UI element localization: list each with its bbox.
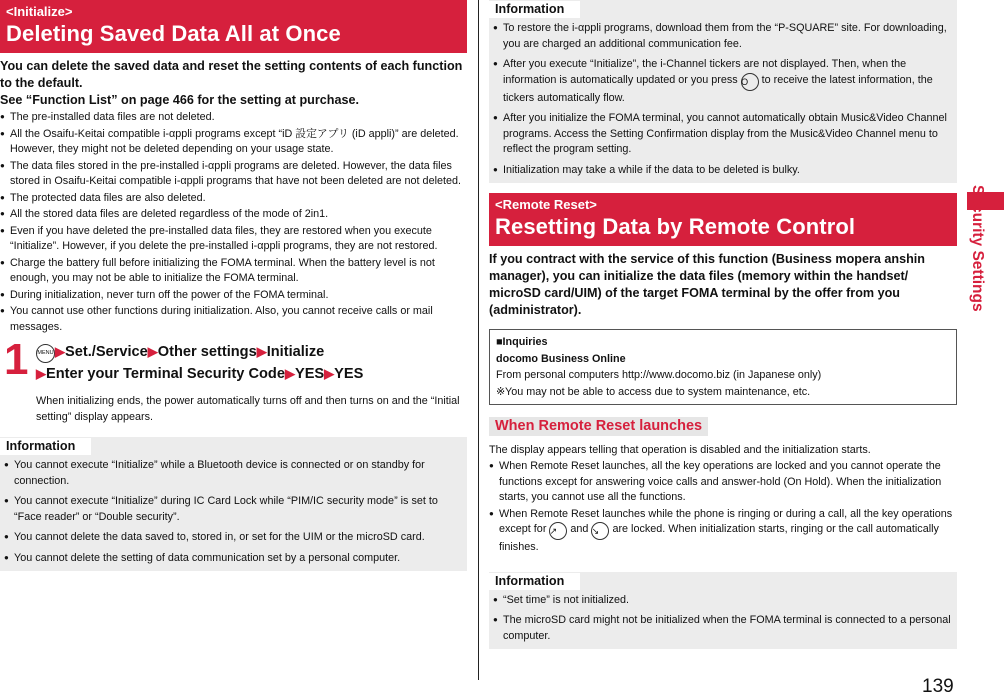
inquiries-name: docomo Business Online	[496, 352, 626, 365]
step-item-initialize: Initialize	[266, 344, 325, 360]
list-item: ● You cannot use other functions during initialization. Also, you cannot receive calls or mail messages.	[0, 303, 467, 335]
right-column	[489, 0, 957, 649]
initialize-tag: <Initialize>	[6, 4, 73, 19]
step-number: 1	[4, 335, 29, 384]
top-information-box	[489, 0, 957, 183]
initialize-intro-2: See “Function List” on page 466 for the setting at purchase.	[0, 93, 359, 107]
page-number: 139	[922, 676, 954, 697]
end-key-icon: ↘	[591, 522, 609, 540]
list-item: ● You cannot delete the setting of data communication set by a personal computer.	[4, 548, 467, 569]
menu-key-icon: MENU	[36, 344, 55, 363]
initialize-title: Deleting Saved Data All at Once	[6, 21, 341, 46]
initialize-title-box	[0, 0, 467, 53]
list-item: ● You cannot execute “Initialize” while a Bluetooth device is connected or on standby for connection.	[4, 455, 467, 491]
remote-reset-title: Resetting Data by Remote Control	[495, 214, 856, 239]
initialize-intro	[0, 58, 467, 109]
remote-reset-title-box	[489, 193, 957, 246]
step-1	[0, 335, 467, 425]
left-column	[0, 0, 467, 571]
arrow-right-icon: ▶	[256, 344, 267, 359]
information-label: Information	[489, 1, 580, 18]
list-item: ● During initialization, never turn off the power of the FOMA terminal.	[0, 287, 467, 304]
remote-reset-intro: If you contract with the service of this function (Business mopera anshin manager), you can initialize the data files (memory within the handset/ microSD card/UIM) of the target FOMA terminal by the offer from you (administrator).	[489, 252, 925, 317]
step-description: When initializing ends, the power automatically turns off and then turns on and the “Initial setting” display appears.	[36, 395, 460, 423]
list-item: ● To restore the i-αppli programs, download them from the “P-SQUARE” site. For downloading, you are charged an additional communication fee.	[493, 18, 957, 54]
list-item: ● When Remote Reset launches while the phone is ringing or during a call, all the key operations except for ↗ and ↘ are locked. When initialization starts, ringing or the call automatically finishes.	[489, 506, 957, 556]
step-path-line-2	[36, 363, 467, 385]
side-section-title: Security Settings	[969, 185, 986, 312]
inquiries-box	[489, 329, 957, 405]
list-item: ● The pre-installed data files are not deleted.	[0, 109, 467, 126]
list-item: ● Even if you have deleted the pre-installed data files, they are restored when you execute “Initialize”. However, if you delete the pre-installed i-αppli programs, they are not restored.	[0, 223, 467, 255]
list-item: ● After you initialize the FOMA terminal, you cannot automatically obtain Music&Video Channel programs. Access the Setting Confirmation display from the Music&Video Channel menu to reflect the program setting.	[493, 108, 957, 160]
list-item: ● You cannot execute “Initialize” during IC Card Lock while “PIM/IC security mode” is set to “Face reader” or “Double security”.	[4, 491, 467, 527]
step-path-line-1	[36, 341, 467, 363]
list-item: ● After you execute “Initialize”, the i-Channel tickers are not displayed. Then, when the information is automatically updated or you press O to receive the latest information, the tickers automatically flow.	[493, 54, 957, 108]
inquiries-line: From personal computers http://www.docomo.biz (in Japanese only)	[496, 369, 822, 381]
initialize-bullets	[0, 109, 467, 335]
arrow-right-icon: ▶	[284, 366, 295, 381]
remote-information-box	[489, 572, 957, 650]
step-item-set-service: Set./Service	[65, 344, 148, 360]
inquiries-heading: ■Inquiries	[496, 336, 548, 348]
list-item: ● Initialization may take a while if the data to be deleted is bulky.	[493, 160, 957, 181]
list-item: ● The data files stored in the pre-installed i-αppli programs are deleted. However, the data files stored in Osaifu-Keitai compatible i-αppli programs that have not been deleted are not deleted.	[0, 158, 467, 190]
list-item: ● When Remote Reset launches, all the key operations are locked and you cannot operate the functions except for answering voice calls and answer-hold (On Hold). When the initialization starts, you cannot use all the functions.	[489, 458, 957, 506]
call-key-icon: ↗	[549, 522, 567, 540]
remote-reset-tag: <Remote Reset>	[495, 197, 597, 212]
list-item: ● All the Osaifu-Keitai compatible i-αppli programs except “iD 設定アプリ (iD appli)” are deleted. However, they might not be deleted depending on your usage state.	[0, 126, 467, 158]
column-divider	[478, 0, 479, 680]
list-item: ● The protected data files are also deleted.	[0, 190, 467, 207]
list-item: ● Charge the battery full before initializing the FOMA terminal. When the battery level is not enough, you may not be able to initialize the FOMA terminal.	[0, 255, 467, 287]
list-item: ● All the stored data files are deleted regardless of the mode of 2in1.	[0, 206, 467, 223]
step-item-yes: YES	[294, 366, 325, 382]
step-item-security-code: Enter your Terminal Security Code	[46, 366, 285, 382]
list-item: ● “Set time” is not initialized.	[493, 590, 957, 611]
remote-launch-text: The display appears telling that operation is disabled and the initialization starts.	[489, 444, 871, 456]
center-key-icon: O	[741, 73, 759, 91]
step-item-other-settings: Other settings	[157, 344, 257, 360]
arrow-right-icon: ▶	[36, 366, 46, 381]
step-item-yes-2: YES	[334, 366, 364, 382]
initialize-intro-1: You can delete the saved data and reset the setting contents of each function to the default.	[0, 59, 463, 90]
list-item: ● The microSD card might not be initialized when the FOMA terminal is connected to a personal computer.	[493, 610, 957, 646]
information-label: Information	[489, 573, 580, 590]
remote-launch-heading: When Remote Reset launches	[489, 417, 708, 436]
arrow-right-icon: ▶	[55, 344, 65, 359]
initialize-information-box	[0, 437, 467, 571]
information-label: Information	[0, 438, 91, 455]
arrow-right-icon: ▶	[147, 344, 158, 359]
list-item: ● You cannot delete the data saved to, stored in, or set for the UIM or the microSD card.	[4, 527, 467, 548]
arrow-right-icon: ▶	[324, 366, 335, 381]
inquiries-note: ※You may not be able to access due to system maintenance, etc.	[496, 385, 811, 398]
